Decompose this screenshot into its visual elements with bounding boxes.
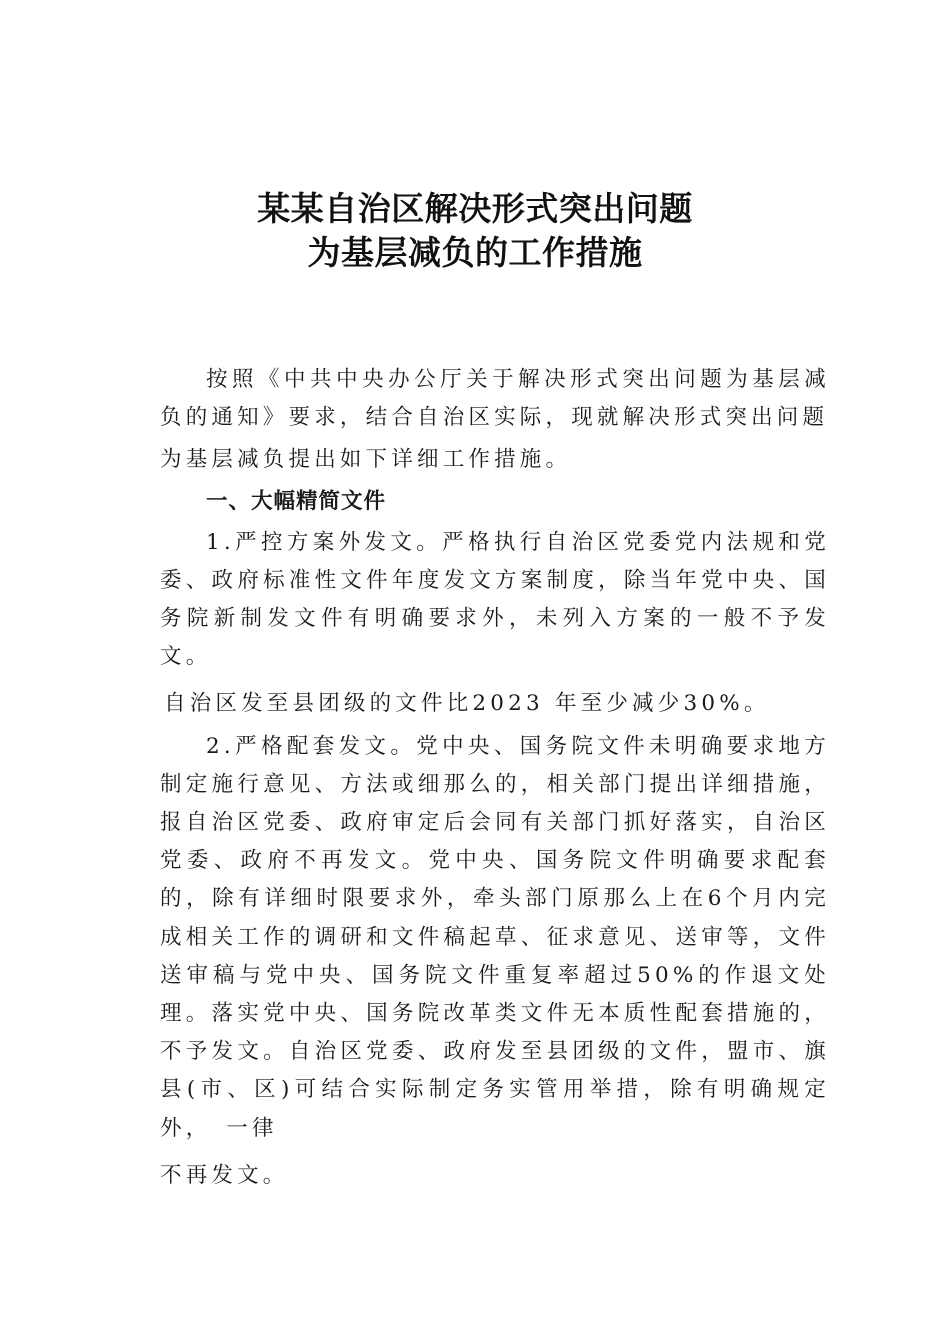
document-title	[0, 187, 950, 275]
item-1-paragraph: 1.严控方案外发文。严格执行自治区党委党内法规和党委、政府标准性文件年度发文方案制度，除当年党中央、国务院新制发文件有明确要求外，未列入方案的一般不予发文。	[160, 529, 830, 670]
item-2-continuation: 不再发文。	[160, 1162, 289, 1188]
item-1-continuation: 自治区发至县团级的文件比2023 年至少减少30%。	[164, 691, 770, 717]
document-body	[160, 361, 830, 1195]
title-line-2: 为基层减负的工作措施	[307, 233, 643, 272]
title-line-1: 某某自治区解决形式突出问题	[257, 189, 693, 228]
intro-paragraph-continuation: 为基层减负提出如下详细工作措施。	[160, 447, 572, 473]
section-heading-1: 一、大幅精简文件	[206, 488, 387, 514]
item-2-paragraph: 2.严格配套发文。党中央、国务院文件未明确要求地方制定施行意见、方法或细那么的，相关部门提出详细措施，报自治区党委、政府审定后会同有关部门抓好落实，自治区党委、政府不再发文。党中央、国务院文件明确要求配套的，除有详细时限要求外，牵头部门原那么上在6个月内完成相关工作的调研和文件稿起草、征求意见、送审等，文件送审稿与党中央、国务院文件重复率超过50%的作退文处理。落实党中央、国务院改革类文件无本质性配套措施的，不予发文。自治区党委、政府发至县团级的文件，盟市、旗县(市、区)可结合实际制定务实管用举措，除有明确规定外， 一律	[160, 733, 830, 1141]
intro-paragraph: 按照《中共中央办公厅关于解决形式突出问题为基层减负的通知》要求，结合自治区实际，现就解决形式突出问题	[160, 367, 830, 431]
